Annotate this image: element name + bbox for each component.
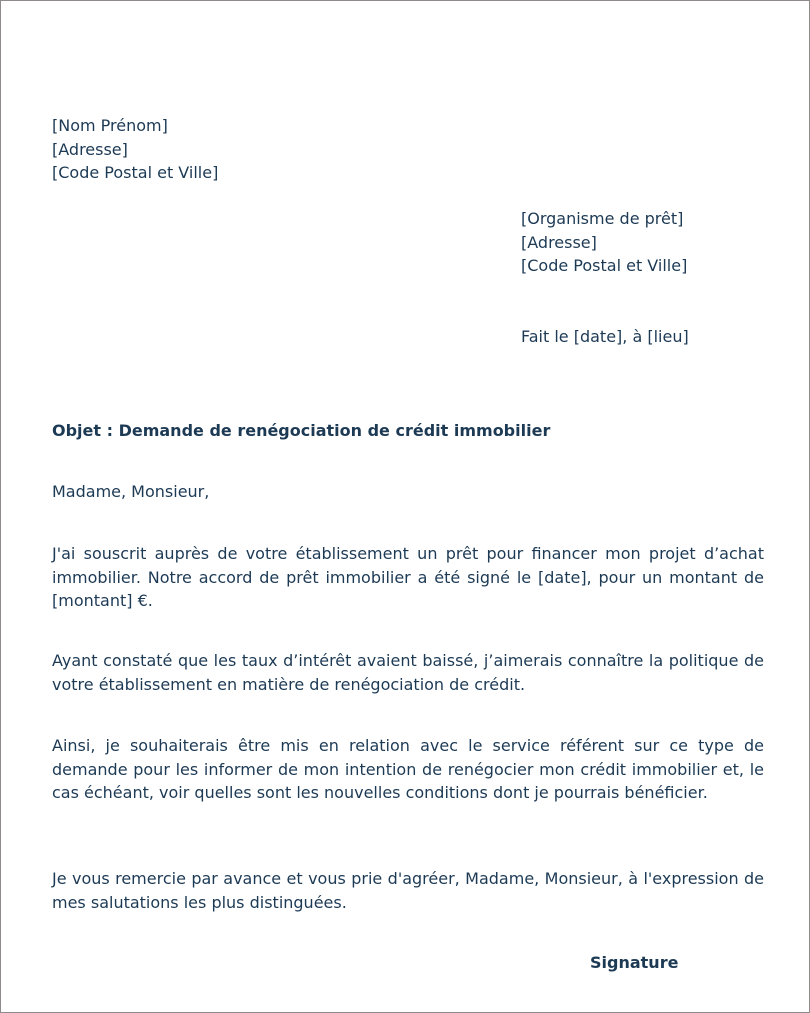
- recipient-address: [Adresse]: [521, 232, 597, 252]
- recipient-postal-city: [Code Postal et Ville]: [521, 256, 688, 275]
- signature: Signature: [590, 953, 679, 972]
- letter-subject: Objet : Demande de renégociation de crédit immobilier: [52, 421, 551, 440]
- closing-paragraph: Je vous remercie par avance et vous prie d'agréer, Madame, Monsieur, à l'expression de mes salutations les plus distinguées.: [52, 869, 764, 912]
- sender-name: [Nom Prénom]: [52, 116, 168, 135]
- sender-address: [Adresse]: [52, 139, 128, 159]
- salutation: Madame, Monsieur,: [52, 482, 210, 501]
- recipient-organization: [Organisme de prêt]: [521, 209, 684, 228]
- body-paragraph-3: Ainsi, je souhaiterais être mis en relation avec le service référent sur ce type de demande pour les informer de mon intention de renégocier mon crédit immobilier et, le cas échéant, voir quelles sont les nouvelles conditions dont je pourrais bénéficier.: [52, 736, 764, 802]
- place-date: Fait le [date], à [lieu]: [521, 327, 689, 346]
- body-paragraph-2: Ayant constaté que les taux d’intérêt avaient baissé, j’aimerais connaître la politique de votre établissement en matière de renégociation de crédit.: [52, 651, 764, 694]
- sender-postal-city: [Code Postal et Ville]: [52, 163, 219, 182]
- sender-block: [52, 114, 218, 185]
- body-paragraph-1: J'ai souscrit auprès de votre établissement un prêt pour financer mon projet d’achat immobilier. Notre accord de prêt immobilier a été signé le [date], pour un montant de [montant] €.: [52, 544, 764, 610]
- recipient-block: [521, 207, 687, 278]
